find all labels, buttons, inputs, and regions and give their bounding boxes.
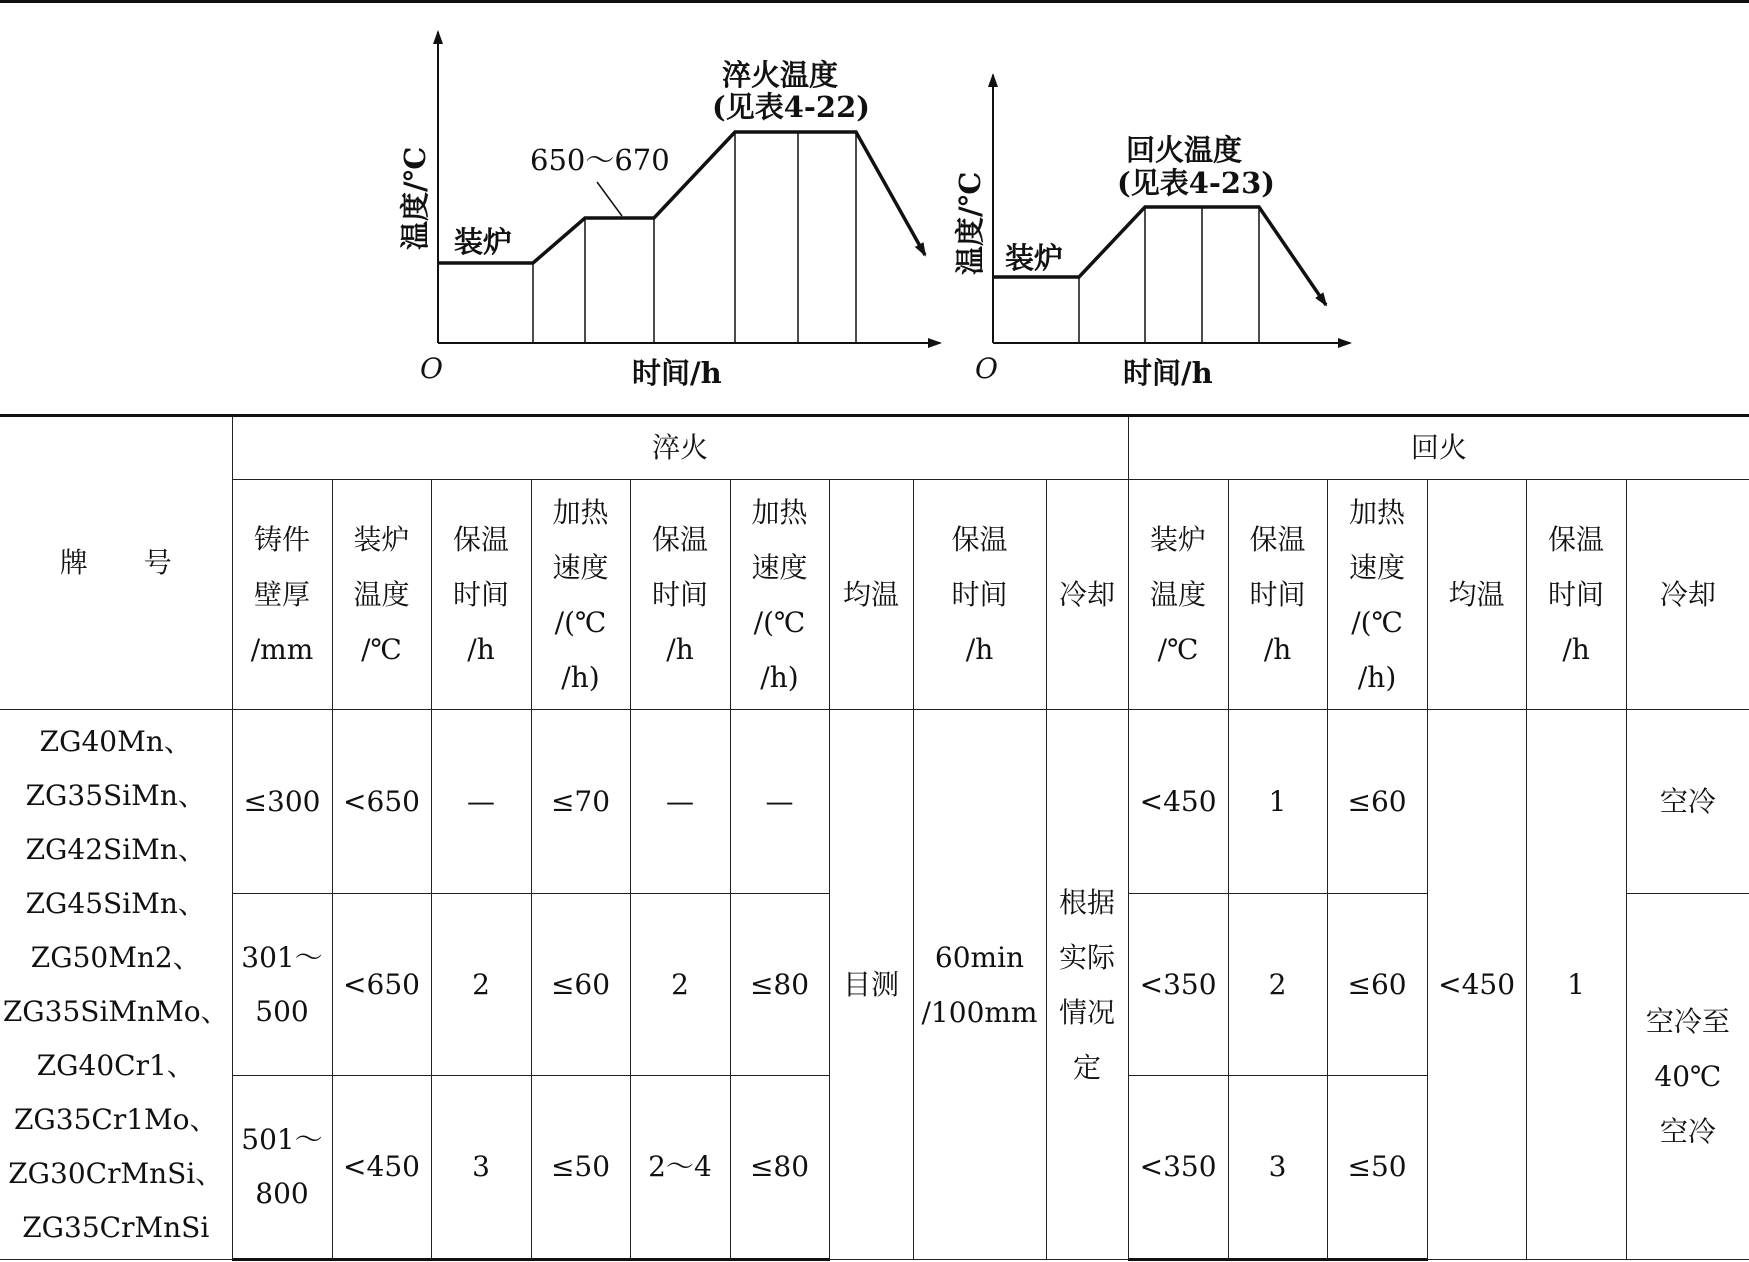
quench-peak-label-1: 淬火温度 bbox=[722, 58, 839, 92]
cell-line: 加热 bbox=[552, 495, 609, 529]
cell-q_load_temp: <650 bbox=[332, 894, 431, 1076]
temper-peak-label-2: (见表4-23) bbox=[1117, 166, 1276, 200]
cell-line: 速度 bbox=[1349, 550, 1406, 584]
cell-line: 温度 bbox=[353, 578, 410, 611]
grade-item: ZG42SiMn、 bbox=[25, 832, 206, 866]
temper-col-header-0 bbox=[1128, 480, 1228, 710]
cell-line: 60min bbox=[934, 940, 1025, 974]
cell-line: 实际 bbox=[1059, 940, 1116, 974]
table-row bbox=[0, 710, 1749, 894]
grade-item: ZG50Mn2、 bbox=[30, 940, 201, 974]
brand-header: 牌号 bbox=[0, 416, 232, 710]
cell-t_rate: ≤50 bbox=[1327, 1076, 1427, 1260]
cell-line: 速度 bbox=[552, 550, 609, 584]
cell-line: 均温 bbox=[1448, 578, 1505, 611]
quench-peak-label-2: (见表4-22) bbox=[712, 90, 871, 124]
temper-col-header-2 bbox=[1327, 480, 1427, 710]
quench-col-header-8 bbox=[1046, 480, 1128, 710]
grade-item: ZG40Cr1、 bbox=[36, 1048, 195, 1082]
quench-col-header-6 bbox=[829, 480, 913, 710]
cell-line: 温度 bbox=[1150, 578, 1207, 611]
quench-col-header-3 bbox=[531, 480, 630, 710]
cell-line: 时间 bbox=[951, 578, 1008, 611]
cell-line: /(℃ bbox=[554, 605, 607, 639]
cell-line: 情况 bbox=[1059, 995, 1116, 1029]
cell-line: /h bbox=[467, 633, 495, 666]
cell-line: /℃ bbox=[361, 633, 402, 666]
grade-item: ZG35SiMn、 bbox=[25, 778, 206, 812]
cell-q-soak: 目测 bbox=[829, 710, 913, 1260]
cell-q_hold_2: 2 bbox=[630, 894, 730, 1076]
grade-list bbox=[0, 710, 232, 1260]
temper-curve-diagram bbox=[953, 75, 1350, 390]
cell-t-cool-2 bbox=[1626, 894, 1749, 1260]
cell-line: 装炉 bbox=[1150, 523, 1207, 556]
cell-line: 时间 bbox=[452, 578, 509, 611]
quench-curve-diagram bbox=[398, 32, 940, 390]
cell-line: /h bbox=[1562, 633, 1590, 666]
cell-q_hold_1: 3 bbox=[431, 1076, 531, 1260]
cell-t_load_temp: <450 bbox=[1128, 710, 1228, 894]
cell-line: /mm bbox=[250, 633, 314, 666]
cell-line: 加热 bbox=[1349, 495, 1406, 529]
heat-treatment-table bbox=[0, 414, 1749, 1261]
quench-col-header-0 bbox=[232, 480, 332, 710]
grade-item: ZG35CrMnSi bbox=[22, 1210, 210, 1244]
quench-group-header: 淬火 bbox=[232, 416, 1128, 480]
temper-origin-label: O bbox=[975, 352, 998, 385]
cell-q_rate_1: ≤70 bbox=[531, 710, 630, 894]
grade-item: ZG40Mn、 bbox=[39, 724, 192, 758]
cell-q_hold_1: 2 bbox=[431, 894, 531, 1076]
cell-line: 装炉 bbox=[353, 523, 410, 556]
cell-line: /h) bbox=[561, 660, 600, 694]
cell-thickness: 501～800 bbox=[232, 1076, 332, 1260]
temper-y-axis-label: 温度/℃ bbox=[953, 171, 987, 275]
column-header-row bbox=[0, 480, 1749, 710]
cell-line: 速度 bbox=[751, 550, 808, 584]
cell-line: 保温 bbox=[1249, 523, 1306, 556]
quench-col-header-4 bbox=[630, 480, 730, 710]
cell-t-soak: <450 bbox=[1427, 710, 1526, 1260]
grade-item: ZG35SiMnMo、 bbox=[2, 994, 229, 1028]
cell-line: 时间 bbox=[651, 578, 708, 611]
quench-mid-leader bbox=[597, 182, 622, 216]
cell-t_rate: ≤60 bbox=[1327, 710, 1427, 894]
cell-q_load_temp: <450 bbox=[332, 1076, 431, 1260]
cell-line: 根据 bbox=[1059, 885, 1116, 919]
quench-origin-label: O bbox=[420, 352, 443, 385]
cell-line: 均温 bbox=[842, 578, 899, 611]
cell-line: /h bbox=[965, 633, 994, 666]
quench-col-header-5 bbox=[730, 480, 829, 710]
cell-q-hold-final bbox=[913, 710, 1046, 1260]
quench-col-header-7 bbox=[913, 480, 1046, 710]
cell-line: 铸件 bbox=[253, 523, 310, 556]
heat-treatment-process-diagrams bbox=[0, 0, 1749, 410]
cell-thickness: ≤300 bbox=[232, 710, 332, 894]
cell-line: 定 bbox=[1073, 1050, 1102, 1084]
quench-load-label: 装炉 bbox=[454, 225, 513, 259]
cell-thickness: 301～500 bbox=[232, 894, 332, 1076]
temper-group-header: 回火 bbox=[1128, 416, 1749, 480]
grade-item: ZG45SiMn、 bbox=[25, 886, 206, 920]
cell-q_hold_2: — bbox=[630, 710, 730, 894]
cell-line: 空冷至 bbox=[1645, 1005, 1730, 1038]
cell-t_hold: 1 bbox=[1228, 710, 1327, 894]
cell-q_rate_2: ≤80 bbox=[730, 1076, 829, 1260]
cell-t_load_temp: <350 bbox=[1128, 1076, 1228, 1260]
grade-item: ZG30CrMnSi、 bbox=[8, 1156, 224, 1190]
temper-col-header-3 bbox=[1427, 480, 1526, 710]
temper-col-header-1 bbox=[1228, 480, 1327, 710]
quench-x-axis-label: 时间/h bbox=[632, 356, 722, 390]
cell-q_hold_1: — bbox=[431, 710, 531, 894]
cell-line: /(℃ bbox=[1351, 605, 1403, 639]
quench-col-header-2 bbox=[431, 480, 531, 710]
cell-t_rate: ≤60 bbox=[1327, 894, 1427, 1076]
cell-line: 保温 bbox=[1548, 523, 1605, 556]
cell-t-cool-1: 空冷 bbox=[1626, 710, 1749, 894]
cell-q_load_temp: <650 bbox=[332, 710, 431, 894]
cell-line: /100mm bbox=[921, 995, 1038, 1029]
cell-line: /h) bbox=[760, 660, 799, 694]
cell-line: /(℃ bbox=[753, 605, 806, 639]
temper-load-label: 装炉 bbox=[1005, 241, 1064, 275]
temper-x-axis-label: 时间/h bbox=[1123, 356, 1213, 390]
quench-col-header-1 bbox=[332, 480, 431, 710]
cell-q_hold_2: 2～4 bbox=[630, 1076, 730, 1260]
temper-col-header-5 bbox=[1626, 480, 1749, 710]
cell-line: 壁厚 bbox=[253, 578, 310, 611]
cell-line: /h bbox=[666, 633, 694, 666]
cell-line: 冷却 bbox=[1059, 578, 1116, 611]
cell-t_hold: 3 bbox=[1228, 1076, 1327, 1260]
cell-q_rate_1: ≤60 bbox=[531, 894, 630, 1076]
cell-q_rate_2: ≤80 bbox=[730, 894, 829, 1076]
cell-line: 保温 bbox=[452, 523, 509, 556]
cell-line: /h) bbox=[1357, 660, 1397, 694]
cell-line: 时间 bbox=[1548, 578, 1605, 611]
cell-t-hold-final: 1 bbox=[1526, 710, 1626, 1260]
cell-line: 空冷 bbox=[1659, 1115, 1716, 1148]
quench-mid-temp-label: 650～670 bbox=[530, 143, 670, 177]
cell-line: 冷却 bbox=[1659, 578, 1716, 611]
cell-t_load_temp: <350 bbox=[1128, 894, 1228, 1076]
cell-line: 保温 bbox=[651, 523, 708, 556]
cell-line: 40℃ bbox=[1654, 1060, 1722, 1093]
cell-t_hold: 2 bbox=[1228, 894, 1327, 1076]
cell-line: 时间 bbox=[1249, 578, 1306, 611]
cell-q_rate_2: — bbox=[730, 710, 829, 894]
cell-q-cool bbox=[1046, 710, 1128, 1260]
grade-item: ZG35Cr1Mo、 bbox=[13, 1102, 218, 1136]
temper-col-header-4 bbox=[1526, 480, 1626, 710]
temper-peak-label-1: 回火温度 bbox=[1126, 133, 1243, 167]
cell-line: 保温 bbox=[951, 523, 1008, 556]
cell-q_rate_1: ≤50 bbox=[531, 1076, 630, 1260]
quench-y-axis-label: 温度/℃ bbox=[398, 146, 432, 250]
cell-line: /h bbox=[1263, 633, 1292, 666]
cell-line: /℃ bbox=[1157, 633, 1199, 666]
cell-line: 加热 bbox=[751, 495, 808, 529]
